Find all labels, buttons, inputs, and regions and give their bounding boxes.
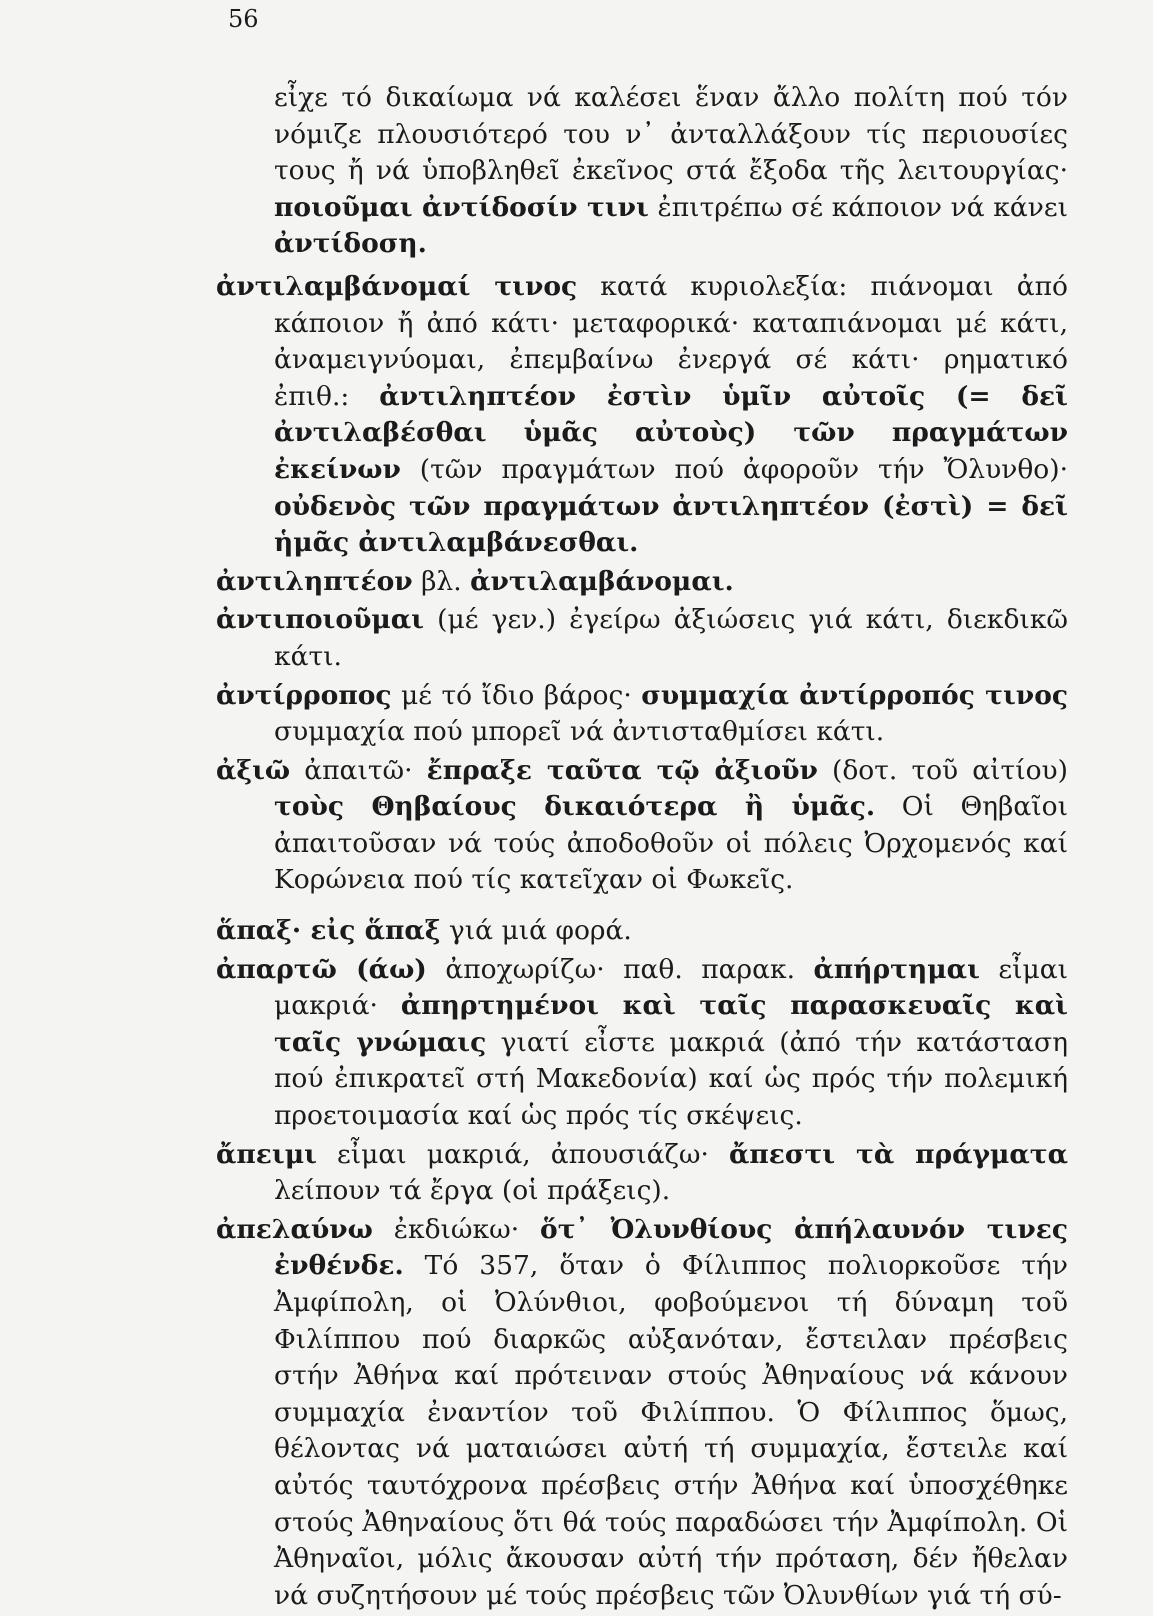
- headword-or-quote: ἀξιῶ: [216, 754, 291, 786]
- definition-text: ἐπιτρέπω σέ κάποιον νά κάνει: [648, 191, 1068, 223]
- dictionary-text-column: [216, 80, 1068, 1616]
- headword-or-quote: ἀπηρτημένοι καὶ ταῖς παρασκευαῖς καὶ ταῖς γνώμαις: [274, 990, 1068, 1058]
- definition-text: εἶχε τό δικαίωμα νά καλέσει ἕναν ἄλλο πολίτη πού τόν νόμιζε πλουσιότερό του ν᾽ ἀνταλλάξουν τίς περιουσίες τους ἤ νά ὑποβληθεῖ ἐκεῖνος στά ἔξοδα τῆς λειτουργίας·: [274, 82, 1068, 187]
- headword-or-quote: ἀντίρροπος: [216, 679, 392, 711]
- definition-text: μέ τό ἴδιο βάρος·: [391, 679, 642, 711]
- dictionary-entry: [216, 1212, 1068, 1615]
- definition-text: εἶμαι μακριά, ἀπουσιάζω·: [316, 1138, 730, 1170]
- headword-or-quote: ποιοῦμαι ἀντίδοσίν τινι: [274, 191, 649, 223]
- definition-text: (δοτ. τοῦ αἰτίου): [817, 754, 1068, 786]
- definition-text: ἐκδιώκω·: [372, 1213, 541, 1245]
- dictionary-entry: [216, 678, 1068, 751]
- definition-text: κατά κυριολεξία: πιάνομαι ἀπό κάποιον ἤ ἀπό κάτι· μεταφορικά· καταπιάνομαι μέ κάτι, ἀναμειγνύομαι, ἐπεμβαίνω ἐνεργά σέ κάτι· ρηματικό ἐπιθ.:: [274, 270, 1068, 412]
- headword-or-quote: τοὺς Θηβαίους δικαιότερα ἢ ὑμᾶς.: [274, 791, 876, 823]
- dictionary-entry: [216, 564, 1068, 601]
- definition-text: γιατί εἶστε μακριά (ἀπό τήν κατάσταση πού ἐπικρατεῖ στή Μακεδονία) καί ὡς πρός τήν πολεμική προετοιμασία καί ὡς πρός τίς σκέψεις.: [274, 1026, 1068, 1132]
- definition-text: ἀπαιτῶ·: [290, 754, 427, 786]
- definition-text: συμμαχία πού μπορεῖ νά ἀντισταθμίσει κάτι.: [274, 716, 885, 748]
- definition-text: (μέ γεν.) ἐγείρω ἀξιώσεις γιά κάτι, διεκδικῶ κάτι.: [274, 604, 1068, 672]
- headword-or-quote: ἀπελαύνω: [216, 1213, 373, 1245]
- definition-text: (τῶν πραγμάτων πού ἀφοροῦν τήν Ὄλυνθο)·: [400, 453, 1068, 485]
- headword-or-quote: συμμαχία ἀντίρροπός τινος: [641, 679, 1069, 711]
- headword-or-quote: ἀπήρτημαι: [813, 953, 980, 985]
- headword-or-quote: οὐδενὸς τῶν πραγμάτων ἀντιληπτέον (ἐστὶ) = δεῖ ἡμᾶς ἀντιλαμβάνεσθαι.: [274, 490, 1068, 559]
- dictionary-entry: [216, 753, 1068, 899]
- headword-or-quote: ἅπαξ· εἰς ἅπαξ: [216, 915, 441, 947]
- headword-or-quote: ἀπαρτῶ (άω): [216, 953, 427, 985]
- definition-text: εἶμαι μακριά·: [274, 953, 1068, 1022]
- headword-or-quote: ἄπεστι τὰ πράγματα: [729, 1138, 1069, 1170]
- definition-text: Οἱ Θηβαῖοι ἀπαιτοῦσαν νά τούς ἀποδοθοῦν οἱ πόλεις Ὀρχομενός καί Κορώνεια πού τίς κατεῖχαν οἱ Φωκεῖς.: [274, 791, 1068, 896]
- headword-or-quote: ἀντιλαμβάνομαι.: [470, 565, 734, 597]
- headword-or-quote: ἔπραξε ταῦτα τῷ ἀξιοῦν: [426, 754, 818, 786]
- page-number: 56: [228, 5, 259, 33]
- headword-or-quote: ἄπειμι: [216, 1138, 317, 1170]
- continued-entry: [216, 80, 1068, 263]
- definition-text: Τό 357, ὅταν ὁ Φίλιππος πολιορκοῦσε τήν Ἀμφίπολη, οἱ Ὀλύνθιοι, φοβούμενοι τή δύναμη τοῦ Φιλίππου πού διαρκῶς αὐξανόταν, ἔστειλαν πρέσβεις στήν Ἀθήνα καί πρότειναν στούς Ἀθηναίους νά κάνουν συμμαχία ἐναντίον τοῦ Φιλίππου. Ὁ Φίλιππος ὅμως, θέλοντας νά ματαιώσει αὐτή τή συμμαχία, ἔστειλε καί αὐτός ταυτόχρονα πρέσβεις στήν Ἀθήνα καί ὑποσχέθηκε στούς Ἀθηναίους ὅτι θά τούς παραδώσει τήν Ἀμφίπολη. Οἱ Ἀθηναῖοι, μόλις ἄκουσαν αὐτή τήν πρόταση, δέν ἤθελαν νά συζητήσουν μέ τούς πρέσβεις τῶν Ὀλυνθίων γιά τή σύ-: [274, 1250, 1068, 1611]
- definition-text: βλ.: [412, 565, 471, 597]
- dictionary-entry: [216, 602, 1068, 675]
- definition-text: ἀποχωρίζω· παθ. παρακ.: [426, 953, 814, 985]
- dictionary-entry: [216, 269, 1068, 562]
- headword-or-quote: ἀντιληπτέον ἐστὶν ὑμῖν αὐτοῖς (= δεῖ ἀντιλαβέσθαι ὑμᾶς αὐτοὺς) τῶν πραγμάτων ἐκείνων: [274, 380, 1068, 485]
- headword-or-quote: ἀντιποιοῦμαι: [216, 604, 425, 636]
- definition-text: λείπουν τά ἔργα (οἱ πράξεις).: [274, 1175, 671, 1207]
- definition-text: γιά μιά φορά.: [440, 915, 632, 947]
- headword-or-quote: ἀντιληπτέον: [216, 565, 413, 597]
- dictionary-entry: [216, 952, 1068, 1135]
- headword-or-quote: ἀντιλαμβάνομαί τινος: [216, 270, 578, 302]
- headword-or-quote: ἀντίδοση.: [274, 228, 427, 260]
- headword-or-quote: ὅτ᾽ Ὀλυνθίους ἀπήλαυνόν τινες ἐνθένδε.: [274, 1213, 1068, 1282]
- dictionary-entry: [216, 913, 1068, 950]
- dictionary-entry: [216, 1137, 1068, 1210]
